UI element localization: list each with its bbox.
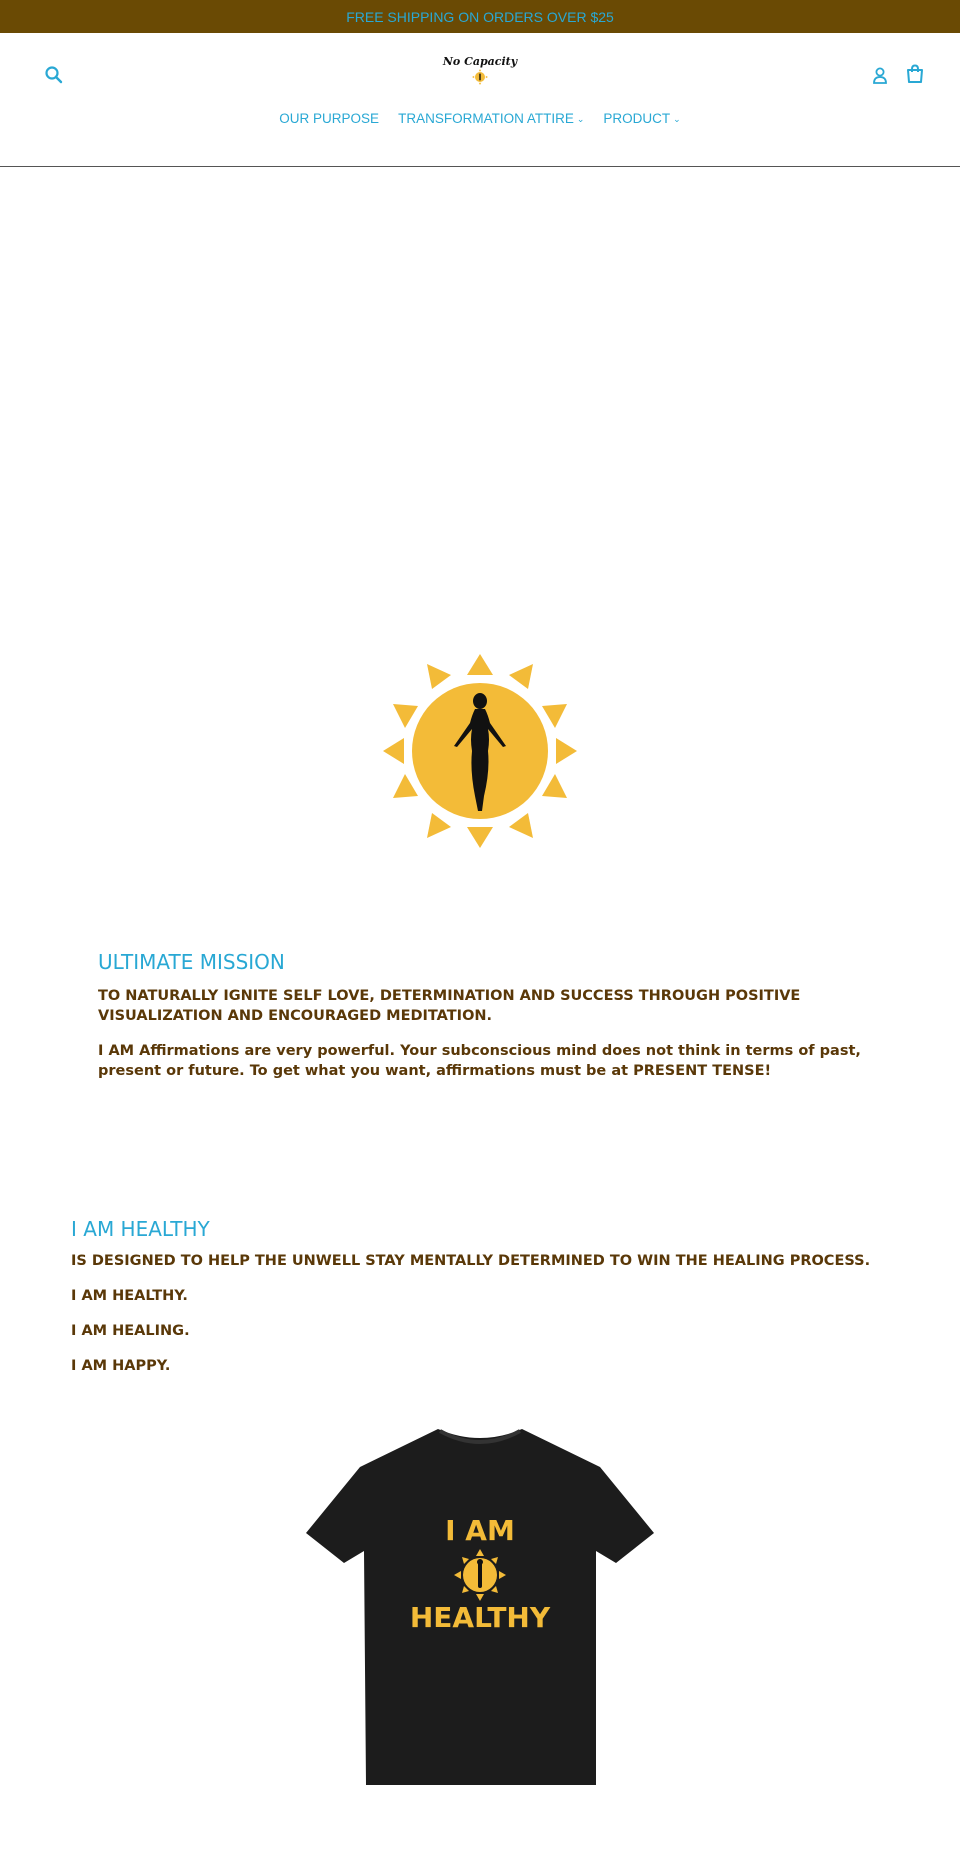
affirmation-item: I AM HAPPY.: [71, 1358, 171, 1374]
healthy-description: IS DESIGNED TO HELP THE UNWELL STAY MENTALLY DETERMINED TO WIN THE HEALING PROCESS.: [71, 1253, 871, 1269]
mission-statement: TO NATURALLY IGNITE SELF LOVE, DETERMINATION AND SUCCESS THROUGH POSITIVE VISUALIZATION AND ENCOURAGED MEDITATION.: [98, 988, 801, 1024]
sun-woman-icon: [380, 651, 580, 851]
nav-label: TRANSFORMATION ATTIRE: [398, 111, 574, 126]
user-icon: [870, 65, 890, 87]
shirt-print-line1: I AM: [445, 1514, 515, 1547]
nav-transformation-attire[interactable]: [398, 111, 584, 126]
chevron-down-icon: ⌄: [673, 114, 681, 124]
nav-our-purpose[interactable]: [279, 111, 379, 126]
healthy-section: [71, 1217, 911, 1391]
product-tshirt-image[interactable]: [300, 1425, 660, 1790]
mission-body: I AM Affirmations are very powerful. Your subconscious mind does not think in terms of past, present or future. To get what you want, affirmations must be at PRESENT TENSE!: [98, 1043, 861, 1079]
mission-heading: ULTIMATE MISSION: [98, 950, 285, 974]
cart-icon: [904, 63, 926, 85]
announcement-text: FREE SHIPPING ON ORDERS OVER $25: [346, 8, 614, 25]
hero-sun-logo: [380, 651, 580, 851]
affirmation-item: I AM HEALTHY.: [71, 1288, 188, 1304]
tshirt-icon: [300, 1425, 660, 1790]
logo-text: No Capacity: [442, 55, 518, 68]
nav-product[interactable]: [603, 111, 680, 126]
site-header: [0, 33, 960, 167]
sun-logo-icon: [472, 69, 488, 85]
search-icon: [43, 64, 65, 86]
cart-button[interactable]: [904, 63, 926, 85]
shirt-print-line2: HEALTHY: [409, 1601, 551, 1634]
healthy-heading: I AM HEALTHY: [71, 1217, 210, 1241]
affirmation-item: I AM HEALING.: [71, 1323, 190, 1339]
account-button[interactable]: [870, 65, 890, 87]
search-button[interactable]: [43, 64, 65, 86]
nav-label: OUR PURPOSE: [279, 111, 380, 126]
mission-section: [98, 950, 898, 1096]
site-logo[interactable]: [440, 55, 520, 95]
main-nav: [0, 111, 960, 126]
announcement-bar: [0, 0, 960, 33]
chevron-down-icon: ⌄: [576, 114, 585, 124]
nav-label: PRODUCT: [603, 111, 671, 126]
